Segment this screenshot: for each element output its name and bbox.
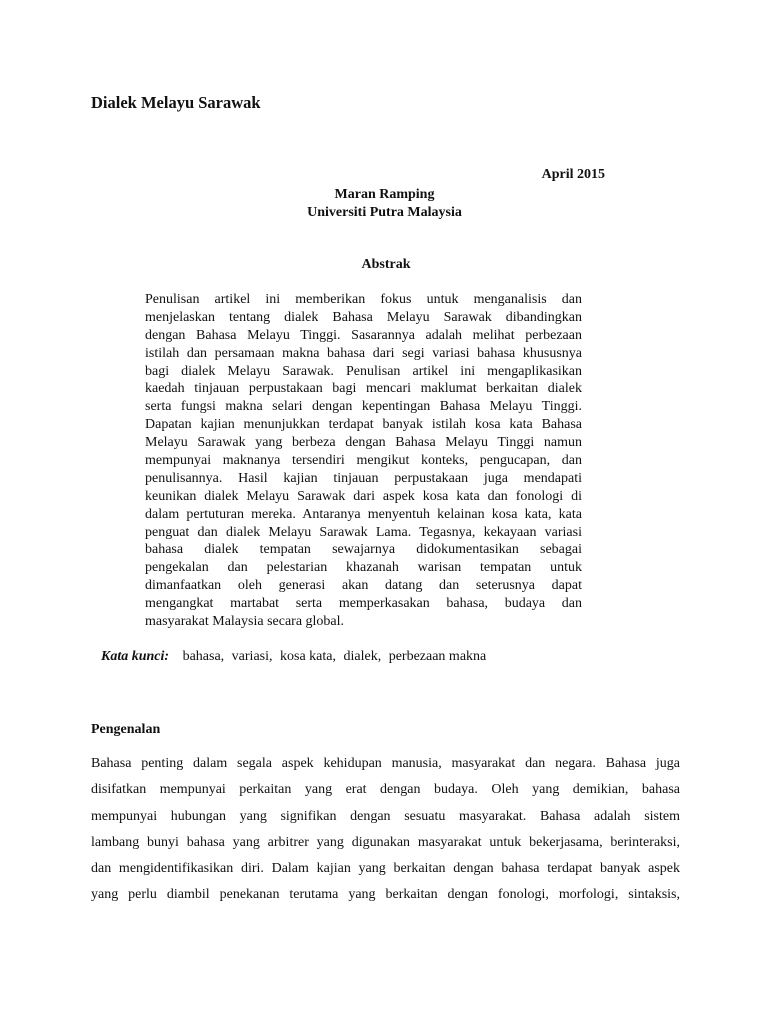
intro-line: lambang bunyi bahasa yang arbitrer yang digunakan masyarakat untuk bekerjasama, berinteraksi, [91,834,680,850]
abstract-line: dalam pertuturan mereka. Antaranya menyentuh kelainan kosa kata, kata [145,506,582,522]
publication-date: April 2015 [541,167,605,182]
abstract-line: mengangkat martabat serta memperkasakan bahasa, budaya dan [145,596,582,612]
abstract-line: penulisannya. Hasil kajian tinjauan perpustakaan juga mendapati [145,470,582,486]
intro-line: mempunyai hubungan yang signifikan dengan sesuatu masyarakat. Bahasa adalah sistem [91,808,680,824]
intro-line: yang perlu diambil penekanan terutama yang berkaitan dengan fonologi, morfologi, sintaksis, [91,887,680,903]
author-affiliation: Universiti Putra Malaysia [307,205,462,220]
abstract-line: masyarakat Malaysia secara global. [145,614,345,630]
keywords-label: Kata kunci: [101,649,170,664]
abstract-heading: Abstrak [361,257,411,272]
abstract-line: Melayu Sarawak yang berbeza dengan Bahasa Melayu Tinggi namun [145,435,582,451]
abstract-line: bahasa dialek tempatan sewajarnya didokumentasikan sebagai [145,542,582,558]
keyword: dialek, [343,649,382,664]
abstract-line: Penulisan artikel ini memberikan fokus untuk menganalisis dan [145,292,582,307]
abstract-line: dengan Bahasa Melayu Tinggi. Sasarannya adalah melihat perbezaan [145,327,582,343]
keyword: bahasa, [182,649,225,664]
abstract-line: bagi dialek Melayu Sarawak. Penulisan artikel ini mengaplikasikan [145,363,582,379]
section-heading: Pengenalan [91,722,161,737]
abstract-line: penguat dan dialek Melayu Sarawak Lama. Tegasnya, kekayaan variasi [145,524,582,540]
abstract-line: keunikan dialek Melayu Sarawak dari aspek kosa kata dan fonologi di [145,488,582,504]
abstract-line: Dapatan kajian menunjukkan terdapat banyak istilah kosa kata Bahasa [145,417,582,433]
intro-body [91,755,680,913]
author-name: Maran Ramping [334,187,435,202]
keywords [101,649,490,665]
abstract-line: pengekalan dan pelestarian khazanah warisan tempatan untuk [145,560,582,576]
keyword: perbezaan makna [388,649,487,664]
abstract-line: dimanfaatkan oleh generasi akan datang dan seterusnya dapat [145,578,582,594]
abstract-body [145,291,582,631]
keyword: kosa kata, [280,649,336,664]
abstract-line: menjelaskan tentang dialek Bahasa Melayu Sarawak dibandingkan [145,309,582,325]
author-block [0,186,768,222]
abstract-line: serta fungsi makna selari dengan kepentingan Bahasa Melayu Tinggi. [145,399,582,415]
abstract-line: kaedah tinjauan perpustakaan bagi mencari maklumat berkaitan dialek [145,381,582,397]
intro-line: disifatkan mempunyai perkaitan yang erat dengan budaya. Oleh yang demikian, bahasa [91,782,680,798]
intro-line: Bahasa penting dalam segala aspek kehidupan manusia, masyarakat dan negara. Bahasa juga [91,756,680,771]
document-title: Dialek Melayu Sarawak [91,93,261,112]
abstract-line: mempunyai maknanya tersendiri mengikut konteks, pengucapan, dan [145,453,582,469]
intro-line: dan mengidentifikasikan diri. Dalam kajian yang berkaitan dengan bahasa terdapat banyak aspek [91,861,680,877]
keyword: variasi, [231,649,273,664]
abstract-line: istilah dan persamaan makna bahasa dari segi variasi bahasa khususnya [145,345,582,361]
